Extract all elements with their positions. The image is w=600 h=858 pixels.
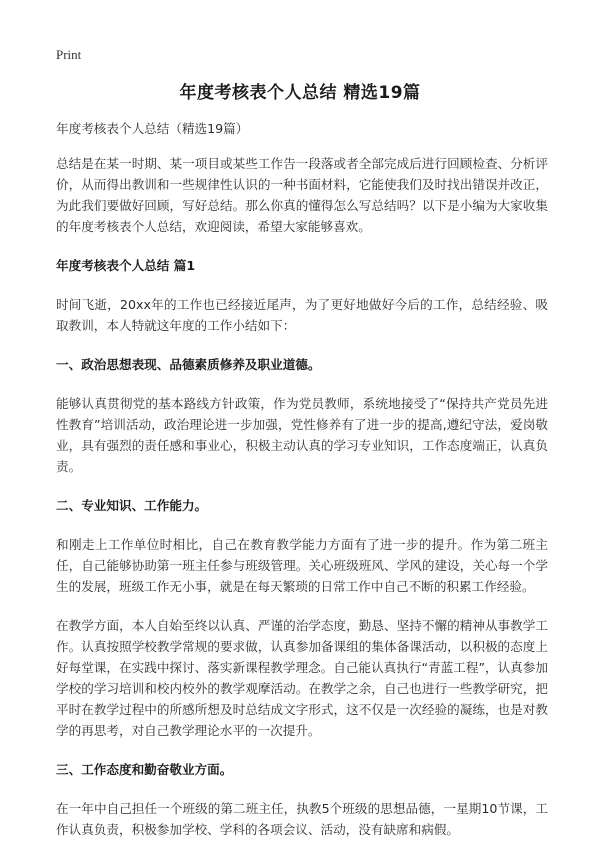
section-3-heading: 三、工作态度和勤奋敬业方面。 — [56, 762, 233, 777]
document-title: 年度考核表个人总结 精选19篇 — [179, 83, 421, 103]
section-2-paragraph-1: 和刚走上工作单位时相比，自己在教育教学能力方面有了进一步的提升。作为第二班主任，自己能够协助第一班主任参与班级管理。关心班级班风、学风的建设，关心每一个学生的发展，班级工作无小事，就是在每天繁琐的日常工作中自己不断的积累工作经验。 — [56, 537, 548, 594]
section-1-heading: 一、政治思想表现、品德素质修养及职业道德。 — [56, 357, 321, 372]
section-3-paragraph: 在一年中自己担任一个班级的第二班主任，执教5个班级的思想品德，一星期10节课，工作认真负责，积极参加学校、学科的各项会议、活动，没有缺席和病假。 — [56, 801, 548, 837]
document-subtitle: 年度考核表个人总结（精选19篇） — [56, 121, 249, 136]
part-heading: 年度考核表个人总结 篇1 — [56, 258, 196, 273]
section-1-paragraph: 能够认真贯彻党的基本路线方针政策，作为党员教师，系统地接受了“保持共产党员先进性教育”培训活动，政治理论进一步加强，党性修养有了进一步的提高,遵纪守法，爱岗敬业，具有强烈的责任感和事业心，积极主动认真的学习专业知识，工作态度端正，认真负责。 — [56, 396, 548, 474]
print-link[interactable]: Print — [56, 47, 82, 62]
intro-paragraph: 总结是在某一时期、某一项目或某些工作告一段落或者全部完成后进行回顾检查、分析评价，从而得出教训和一些规律性认识的一种书面材料，它能使我们及时找出错误并改正，为此我们要做好回顾，写好总结。那么你真的懂得怎么写总结吗？以下是小编为大家收集的年度考核表个人总结，欢迎阅读，希望大家能够喜欢。 — [56, 156, 548, 234]
section-2-heading: 二、专业知识、工作能力。 — [56, 498, 208, 513]
document-body — [56, 118, 548, 858]
opening-paragraph: 时间飞逝，20xx年的工作也已经接近尾声，为了更好地做好今后的工作，总结经验、吸取教训，本人特就这年度的工作小结如下： — [56, 297, 548, 333]
section-2-paragraph-2: 在教学方面，本人自始至终以认真、严谨的治学态度，勤恳、坚持不懈的精神从事教学工作。认真按照学校教学常规的要求做，认真参加备课组的集体备课活动，以积极的态度上好每堂课，在实践中探讨、落实新课程教学理念。自己能认真执行“青蓝工程”，认真参加学校的学习培训和校内校外的教学观摩活动。在教学之余，自己也进行一些教学研究，把平时在教学过程中的所感所想及时总结成文字形式，这不仅是一次经验的凝练，也是对教学的再思考，对自己教学理论水平的一次提升。 — [56, 618, 548, 738]
